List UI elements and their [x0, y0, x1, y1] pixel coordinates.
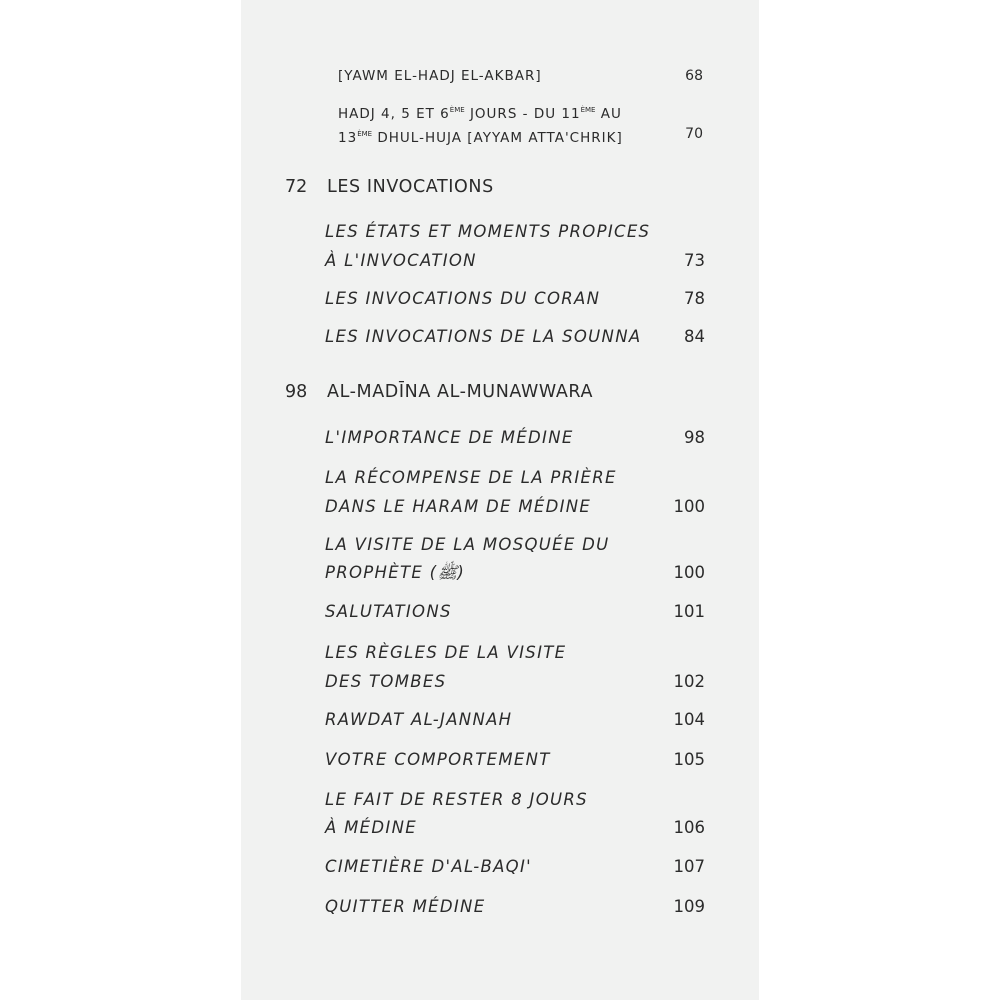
entry-title-line: SALUTATIONS: [325, 602, 452, 621]
entry-page-number: 100: [673, 497, 705, 516]
book-page: [241, 0, 759, 1000]
entry-title-line: LES INVOCATIONS DE LA SOUNNA: [325, 327, 642, 346]
entry-title-line: [YAWM EL-HADJ EL-AKBAR]: [338, 68, 542, 84]
entry-page-number: 78: [684, 289, 705, 308]
entry-title-line: L'IMPORTANCE DE MÉDINE: [325, 428, 574, 447]
entry-page-number: 105: [673, 750, 705, 769]
entry-page-number: 107: [673, 857, 705, 876]
entry-page-number: 109: [673, 897, 705, 916]
entry-page-number: 84: [684, 327, 705, 346]
entry-title-line: DES TOMBES: [325, 672, 447, 691]
entry-title-line: DANS LE HARAM DE MÉDINE: [325, 497, 592, 516]
entry-title-line: LA VISITE DE LA MOSQUÉE DU: [325, 535, 610, 554]
entry-title-line: CIMETIÈRE D'AL-BAQI': [325, 857, 532, 876]
chapter-page-number: 72: [285, 177, 308, 197]
entry-title-line: 13ÈME DHUL-HUJA [AYYAM ATTA'CHRIK]: [338, 130, 623, 146]
entry-title-line: À MÉDINE: [325, 818, 417, 837]
entry-title-line: HADJ 4, 5 ET 6ÈME JOURS - DU 11ÈME AU: [338, 106, 622, 122]
entry-page-number: 68: [685, 68, 703, 84]
entry-page-number: 106: [673, 818, 705, 837]
entry-title-line: QUITTER MÉDINE: [325, 897, 486, 916]
entry-title-line: LES INVOCATIONS DU CORAN: [325, 289, 601, 308]
entry-title-line: LE FAIT DE RESTER 8 JOURS: [325, 790, 588, 809]
entry-title-line: RAWDAT AL-JANNAH: [325, 710, 513, 729]
entry-title-line: PROPHÈTE (ﷺ): [325, 563, 466, 582]
entry-title-line: LA RÉCOMPENSE DE LA PRIÈRE: [325, 468, 617, 487]
entry-title-line: LES RÈGLES DE LA VISITE: [325, 643, 567, 662]
chapter-page-number: 98: [285, 382, 308, 402]
entry-page-number: 73: [684, 251, 705, 270]
entry-page-number: 70: [685, 126, 703, 142]
entry-page-number: 104: [673, 710, 705, 729]
entry-title-line: LES ÉTATS ET MOMENTS PROPICES: [325, 222, 651, 241]
chapter-title: AL-MADĪNA AL-MUNAWWARA: [327, 382, 594, 402]
entry-page-number: 102: [673, 672, 705, 691]
entry-page-number: 100: [673, 563, 705, 582]
entry-title-line: VOTRE COMPORTEMENT: [325, 750, 551, 769]
entry-title-line: À L'INVOCATION: [325, 251, 477, 270]
chapter-title: LES INVOCATIONS: [327, 177, 494, 197]
entry-page-number: 98: [684, 428, 705, 447]
entry-page-number: 101: [673, 602, 705, 621]
